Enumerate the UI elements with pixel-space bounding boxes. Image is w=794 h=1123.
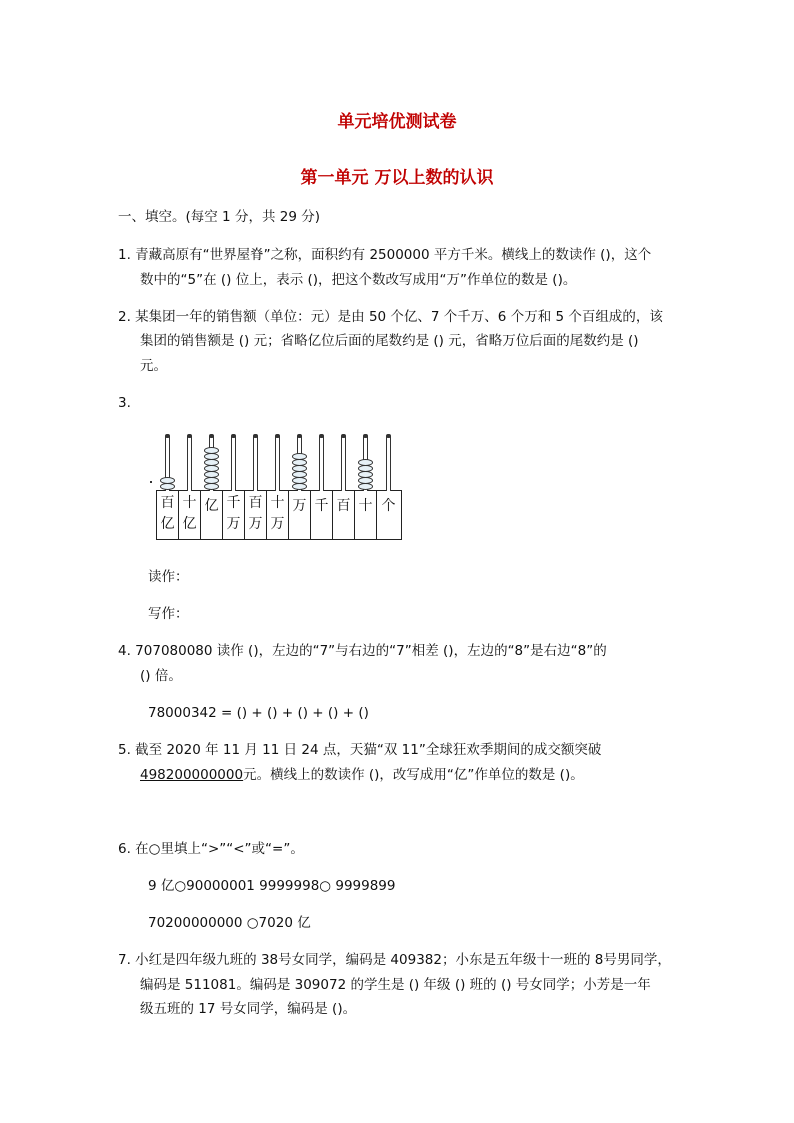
abacus-rod-cap bbox=[165, 434, 170, 438]
question-6-line-2: 9 亿○90000001 9999998○ 9999899 bbox=[148, 878, 396, 894]
abacus-bead bbox=[204, 453, 219, 460]
document-title: 单元培优测试卷 bbox=[337, 112, 457, 132]
abacus-rod-cap bbox=[253, 434, 258, 438]
abacus-bead bbox=[358, 465, 373, 472]
abacus-rod-cap bbox=[231, 434, 236, 438]
abacus-bead bbox=[204, 447, 219, 454]
abacus-label-char: 千 bbox=[226, 495, 241, 511]
question-5-line-2 bbox=[140, 766, 584, 784]
abacus-rod bbox=[386, 436, 391, 491]
question-7-line-1: 7. 小红是四年级九班的 38号女同学，编码是 409382；小东是五年级十一班的 8号男同学， bbox=[118, 952, 671, 968]
abacus-bead bbox=[358, 483, 373, 490]
abacus-place-label: 十 bbox=[355, 491, 377, 539]
abacus-rod-cap bbox=[297, 434, 302, 438]
abacus-label-char: 万 bbox=[226, 516, 241, 532]
question-4-line-1: 4. 707080080 读作 ()，左边的“7”与右边的“7”相差 ()，左边的“8”是右边“8”的 bbox=[118, 643, 607, 659]
question-3-read-label: 读作： bbox=[148, 569, 189, 585]
abacus-rod-cap bbox=[187, 434, 192, 438]
abacus-place-label: 千 bbox=[311, 491, 333, 539]
question-1-line-1: 1. 青藏高原有“世界屋脊”之称，面积约有 2500000 平方千米。横线上的数读作 ()，这个 bbox=[118, 247, 652, 263]
abacus-place-label: 万 bbox=[289, 491, 311, 539]
abacus-label-char: 亿 bbox=[160, 516, 175, 532]
abacus-label-char: 万 bbox=[248, 516, 263, 532]
abacus-bead bbox=[292, 465, 307, 472]
abacus-place-label bbox=[157, 491, 179, 539]
abacus-bead bbox=[160, 477, 175, 484]
abacus-bead bbox=[292, 471, 307, 478]
question-4-line-2: () 倍。 bbox=[140, 668, 182, 684]
abacus-place-label: 百 bbox=[333, 491, 355, 539]
question-4-line-3: 78000342 = () + () + () + () + () bbox=[148, 705, 369, 721]
abacus-label-char: 十 bbox=[182, 495, 197, 511]
abacus-place-label: 亿 bbox=[201, 491, 223, 539]
question-3-number: 3. bbox=[118, 395, 131, 411]
abacus-place-label: 个 bbox=[381, 498, 396, 514]
abacus-rod-cap bbox=[341, 434, 346, 438]
underlined-number: 498200000000 bbox=[140, 767, 244, 783]
abacus-rod-cap bbox=[319, 434, 324, 438]
question-3-write-label: 写作： bbox=[148, 606, 189, 622]
abacus-place-label bbox=[245, 491, 267, 539]
abacus-label-char: 百 bbox=[248, 495, 263, 511]
abacus-bead bbox=[160, 483, 175, 490]
abacus-label-char: 十 bbox=[270, 495, 285, 511]
question-2-line-3: 元。 bbox=[140, 358, 167, 374]
abacus-rod bbox=[275, 436, 280, 491]
abacus-rod bbox=[341, 436, 346, 491]
abacus-rod-cap bbox=[363, 434, 368, 438]
abacus-place-label bbox=[223, 491, 245, 539]
abacus-bead bbox=[204, 471, 219, 478]
abacus-figure bbox=[150, 432, 410, 542]
abacus-rod bbox=[231, 436, 236, 491]
question-5-line-2-text: 元。横线上的数读作 ()，改写成用“亿”作单位的数是 ()。 bbox=[243, 767, 584, 783]
abacus-label-char: 百 bbox=[160, 495, 175, 511]
question-7-line-3: 级五班的 17 号女同学，编码是 ()。 bbox=[140, 1001, 357, 1017]
question-6-line-3: 70200000000 ○7020 亿 bbox=[148, 915, 311, 931]
abacus-place-label bbox=[179, 491, 201, 539]
section-heading: 一、填空。(每空 1 分，共 29 分) bbox=[118, 209, 320, 225]
abacus-label-table bbox=[156, 490, 402, 540]
question-7-line-2: 编码是 511081。编码是 309072 的学生是 () 年级 () 班的 () 号女同学；小芳是一年 bbox=[140, 977, 651, 993]
abacus-label-char: 万 bbox=[270, 516, 285, 532]
abacus-bead bbox=[358, 471, 373, 478]
abacus-bead bbox=[204, 477, 219, 484]
abacus-bead bbox=[204, 483, 219, 490]
abacus-rod-cap bbox=[209, 434, 214, 438]
question-1-line-2: 数中的“5”在 () 位上，表示 ()，把这个数改写成用“万”作单位的数是 ()。 bbox=[140, 272, 577, 288]
question-2-line-1: 2. 某集团一年的销售额（单位：元）是由 50 个亿、7 个千万、6 个万和 5 个百组成的，该 bbox=[118, 309, 663, 325]
abacus-label-char: 亿 bbox=[182, 516, 197, 532]
abacus-bead bbox=[292, 459, 307, 466]
abacus-bead bbox=[358, 459, 373, 466]
abacus-rod-cap bbox=[275, 434, 280, 438]
question-2-line-2: 集团的销售额是 () 元；省略亿位后面的尾数约是 () 元，省略万位后面的尾数约是 () bbox=[140, 333, 639, 349]
abacus-bead bbox=[358, 477, 373, 484]
abacus-bead bbox=[204, 465, 219, 472]
abacus-mark bbox=[150, 481, 152, 483]
abacus-bead bbox=[204, 459, 219, 466]
abacus-bead bbox=[292, 483, 307, 490]
abacus-bead bbox=[292, 477, 307, 484]
abacus-rod-cap bbox=[386, 434, 391, 438]
abacus-place-label bbox=[267, 491, 289, 539]
question-5-line-1: 5. 截至 2020 年 11 月 11 日 24 点，天猫“双 11”全球狂欢季期间的成交额突破 bbox=[118, 742, 602, 758]
document-subtitle: 第一单元 万以上数的认识 bbox=[300, 168, 494, 188]
abacus-rod bbox=[319, 436, 324, 491]
question-6-line-1: 6. 在○里填上“>”“<”或“=”。 bbox=[118, 841, 304, 857]
abacus-rod bbox=[253, 436, 258, 491]
abacus-rod bbox=[187, 436, 192, 491]
abacus-bead bbox=[292, 453, 307, 460]
